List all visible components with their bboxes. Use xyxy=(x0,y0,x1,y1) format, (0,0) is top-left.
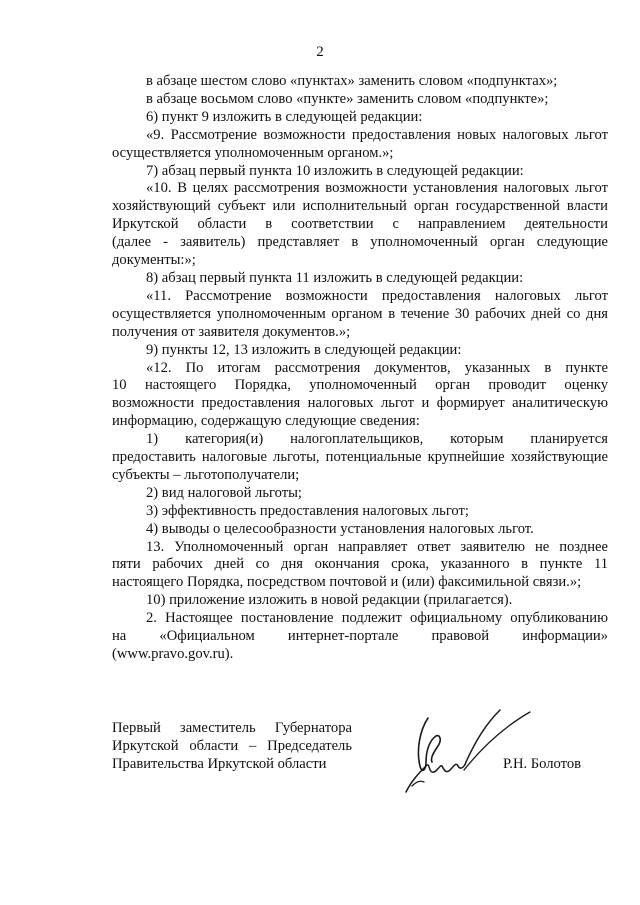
text-line: в абзаце восьмом слово «пункте» заменить словом «подпункте»; xyxy=(146,90,549,107)
text-line: (далее - заявитель) представляет в уполномоченный орган следующие xyxy=(112,234,608,251)
page-number: 2 xyxy=(316,44,324,60)
text-line: 1) категория(и) налогоплательщиков, которым планируется xyxy=(146,431,608,448)
text-line: пяти рабочих дней со дня окончания срока, указанного в пункте 11 xyxy=(112,556,608,573)
text-line: 2. Настоящее постановление подлежит официальному опубликованию xyxy=(146,610,608,627)
text-line: в абзаце шестом слово «пунктах» заменить словом «подпунктах»; xyxy=(146,73,558,89)
signatory-name: Р.Н. Болотов xyxy=(503,756,582,772)
signatory-title-line: Первый заместитель Губернатора xyxy=(112,720,352,736)
text-line: документы:»; xyxy=(112,252,196,269)
signatory-title xyxy=(112,720,352,774)
text-line: 2) вид налоговой льготы; xyxy=(146,484,302,501)
text-line: «9. Рассмотрение возможности предоставления новых налоговых льгот xyxy=(146,126,608,143)
text-line: на «Официальном интернет-портале правовой информации» xyxy=(112,628,608,645)
text-line: Иркутской области в соответствии с направлением деятельности xyxy=(112,216,608,233)
text-line: 3) эффективность предоставления налоговых льгот; xyxy=(146,502,469,519)
text-line: 10) приложение изложить в новой редакции (прилагается). xyxy=(146,592,513,609)
document-body xyxy=(112,73,608,664)
signatory-title-line: Правительства Иркутской области xyxy=(112,755,327,772)
text-line: получения от заявителя документов.»; xyxy=(112,323,351,340)
text-line: 8) абзац первый пункта 11 изложить в следующей редакции: xyxy=(146,269,524,286)
text-line: 6) пункт 9 изложить в следующей редакции: xyxy=(146,108,423,125)
text-line: 7) абзац первый пункта 10 изложить в следующей редакции: xyxy=(146,162,524,179)
text-line: «11. Рассмотрение возможности предоставления налоговых льгот xyxy=(146,287,608,304)
text-line: «12. По итогам рассмотрения документов, указанных в пункте xyxy=(146,359,608,376)
handwritten-signature xyxy=(376,700,536,805)
text-line: осуществляется уполномоченным органом.»; xyxy=(112,144,394,161)
text-line: 13. Уполномоченный орган направляет ответ заявителю не позднее xyxy=(146,538,608,555)
text-line: (www.pravo.gov.ru). xyxy=(112,646,234,662)
text-line: субъекты – льготополучатели; xyxy=(112,466,300,483)
text-line: хозяйствующий субъект или исполнительный орган государственной власти xyxy=(112,198,608,215)
text-line: 9) пункты 12, 13 изложить в следующей редакции: xyxy=(146,341,462,358)
signatory-title-line: Иркутской области – Председатель xyxy=(112,737,352,754)
text-line: возможности предоставления налоговых льгот и формирует аналитическую xyxy=(112,395,608,412)
text-line: «10. В целях рассмотрения возможности установления налоговых льгот xyxy=(146,180,608,197)
text-line: 4) выводы о целесообразности установления налоговых льгот. xyxy=(146,520,534,537)
text-line: осуществляется уполномоченным органом в течение 30 рабочих дней со дня xyxy=(112,305,608,322)
text-line: предоставить налоговые льготы, потенциальные крупнейшие хозяйствующие xyxy=(112,449,608,466)
text-line: настоящего Порядка, посредством почтовой и (или) факсимильной связи.»; xyxy=(112,574,582,591)
text-line: информацию, содержащую следующие сведения: xyxy=(112,413,420,430)
text-line: 10 настоящего Порядка, уполномоченный орган проводит оценку xyxy=(112,377,608,394)
